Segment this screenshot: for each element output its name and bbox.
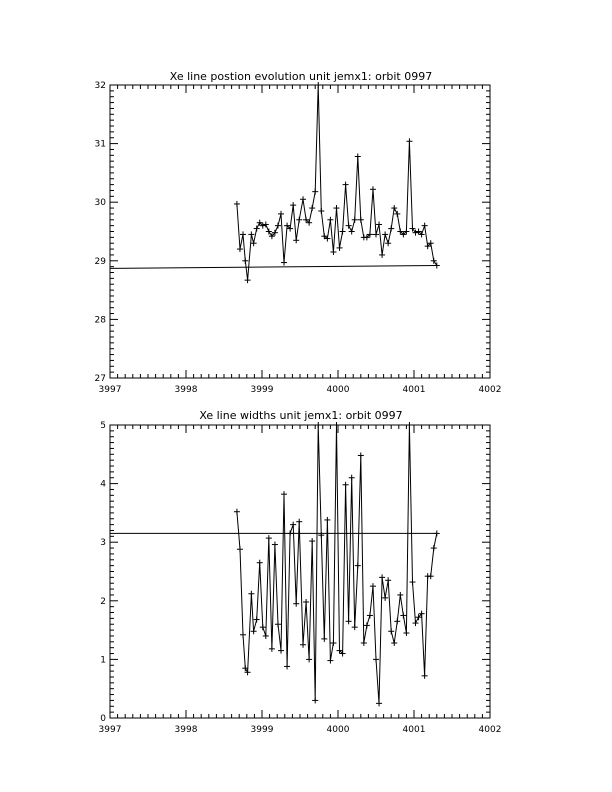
width-data-point — [272, 542, 278, 548]
position-data-point — [434, 262, 440, 268]
width-y-tick-label: 5 — [100, 421, 106, 431]
width-data-point — [263, 633, 269, 639]
width-data-point — [382, 595, 388, 601]
width-data-point — [321, 636, 327, 642]
position-data-point — [337, 245, 343, 251]
position-data-point — [240, 231, 246, 237]
width-data-point — [413, 620, 419, 626]
position-data-point — [309, 205, 315, 211]
width-x-tick-label: 4000 — [326, 725, 350, 735]
width-x-tick-label: 3998 — [174, 725, 198, 735]
width-data-point — [293, 601, 299, 607]
width-data-point — [373, 656, 379, 662]
width-data-point — [251, 628, 257, 634]
width-data-point — [385, 577, 391, 583]
width-series-line — [237, 425, 437, 703]
position-series — [110, 82, 440, 283]
position-data-point — [385, 240, 391, 246]
width-y-tick-label: 4 — [100, 479, 106, 490]
position-y-tick-label: 29 — [94, 256, 106, 267]
position-axes — [95, 81, 502, 395]
width-data-point — [281, 491, 287, 497]
position-data-point — [343, 182, 349, 188]
width-data-point — [370, 583, 376, 589]
width-data-point — [346, 618, 352, 624]
position-data-point — [388, 226, 394, 232]
position-data-point — [376, 221, 382, 227]
width-data-point — [367, 612, 373, 618]
position-data-point — [406, 138, 412, 144]
position-series-line — [237, 85, 437, 280]
position-data-point — [355, 153, 361, 159]
width-data-point — [403, 630, 409, 636]
position-x-tick-label: 3998 — [174, 385, 198, 395]
position-data-point — [391, 205, 397, 211]
width-data-point — [333, 422, 339, 428]
position-data-point — [431, 258, 437, 264]
position-data-point — [318, 208, 324, 214]
width-data-point — [309, 538, 315, 544]
width-data-point — [422, 673, 428, 679]
width-data-point — [394, 618, 400, 624]
position-data-point — [300, 196, 306, 202]
width-data-point — [240, 632, 246, 638]
width-data-point — [315, 422, 321, 428]
width-data-point — [355, 563, 361, 569]
position-data-point — [254, 226, 260, 232]
width-data-point — [327, 658, 333, 664]
width-x-tick-label: 4001 — [402, 725, 426, 735]
position-data-point — [333, 205, 339, 211]
width-axes — [99, 421, 502, 735]
position-x-tick-label: 3997 — [98, 385, 122, 395]
width-x-tick-label: 4002 — [478, 725, 502, 735]
position-data-point — [281, 260, 287, 266]
width-y-tick-label: 0 — [100, 714, 106, 724]
width-data-point — [306, 656, 312, 662]
width-data-point — [324, 517, 330, 523]
position-x-tick-label: 4000 — [326, 385, 350, 395]
position-data-point — [293, 237, 299, 243]
width-data-point — [376, 700, 382, 706]
position-data-point — [263, 221, 269, 227]
position-data-point — [245, 277, 251, 283]
width-data-point — [434, 530, 440, 536]
width-data-point — [330, 640, 336, 646]
position-data-point — [422, 223, 428, 229]
width-data-point — [275, 621, 281, 627]
width-data-point — [300, 642, 306, 648]
width-x-tick-label: 3999 — [250, 725, 274, 735]
width-data-point — [397, 592, 403, 598]
width-data-point — [248, 591, 254, 597]
width-data-point — [431, 545, 437, 551]
position-y-tick-label: 27 — [94, 374, 106, 384]
position-data-point — [346, 223, 352, 229]
position-data-point — [242, 258, 248, 264]
position-data-point — [379, 252, 385, 258]
width-data-point — [391, 640, 397, 646]
position-data-point — [266, 229, 272, 235]
position-data-point — [352, 217, 358, 223]
width-data-point — [290, 522, 296, 528]
width-data-point — [296, 519, 302, 525]
width-chart-title: Xe line widths unit jemx1: orbit 0997 — [199, 409, 403, 422]
width-data-point — [278, 648, 284, 654]
position-chart-title: Xe line postion evolution unit jemx1: orbit 0997 — [169, 70, 433, 83]
width-data-point — [257, 560, 263, 566]
width-y-tick-label: 1 — [100, 655, 106, 666]
position-data-point — [278, 211, 284, 217]
position-data-point — [370, 186, 376, 192]
width-data-point — [234, 509, 240, 515]
width-y-tick-label: 3 — [100, 538, 106, 549]
position-data-point — [330, 249, 336, 255]
position-reference-line — [110, 265, 437, 268]
position-data-point — [373, 231, 379, 237]
width-plot-frame — [110, 425, 490, 718]
width-data-point — [400, 612, 406, 618]
position-data-point — [251, 240, 257, 246]
width-data-point — [358, 452, 364, 458]
width-series — [110, 422, 440, 706]
position-x-tick-label: 3999 — [250, 385, 274, 395]
width-data-point — [379, 574, 385, 580]
width-data-point — [269, 646, 275, 652]
width-data-point — [428, 573, 434, 579]
position-data-point — [382, 231, 388, 237]
width-data-point — [287, 530, 293, 536]
width-data-point — [343, 482, 349, 488]
position-y-tick-label: 30 — [94, 198, 106, 209]
position-plot-frame — [110, 85, 490, 378]
position-data-point — [358, 217, 364, 223]
width-data-point — [266, 535, 272, 541]
width-data-point — [312, 697, 318, 703]
position-data-point — [312, 189, 318, 195]
position-y-tick-label: 28 — [94, 315, 106, 326]
position-data-point — [290, 202, 296, 208]
position-data-point — [349, 229, 355, 235]
position-data-point — [234, 201, 240, 207]
position-x-tick-label: 4001 — [402, 385, 426, 395]
position-y-tick-label: 32 — [94, 81, 106, 91]
width-data-point — [406, 422, 412, 428]
position-data-point — [275, 223, 281, 229]
width-data-point — [349, 475, 355, 481]
position-data-point — [327, 217, 333, 223]
width-data-point — [254, 617, 260, 623]
position-y-tick-label: 31 — [94, 139, 106, 150]
width-data-point — [303, 599, 309, 605]
width-data-point — [260, 624, 266, 630]
width-data-point — [388, 628, 394, 634]
position-data-point — [340, 229, 346, 235]
width-y-tick-label: 2 — [100, 596, 106, 607]
position-panel — [95, 70, 502, 395]
width-data-point — [409, 579, 415, 585]
width-data-point — [237, 546, 243, 552]
position-data-point — [248, 231, 254, 237]
width-panel — [99, 409, 502, 735]
position-data-point — [296, 217, 302, 223]
width-x-tick-label: 3997 — [98, 725, 122, 735]
position-x-tick-label: 4002 — [478, 385, 502, 395]
width-data-point — [352, 624, 358, 630]
width-data-point — [364, 622, 370, 628]
position-data-point — [394, 211, 400, 217]
width-data-point — [361, 640, 367, 646]
position-data-point — [237, 246, 243, 252]
width-data-point — [284, 663, 290, 669]
